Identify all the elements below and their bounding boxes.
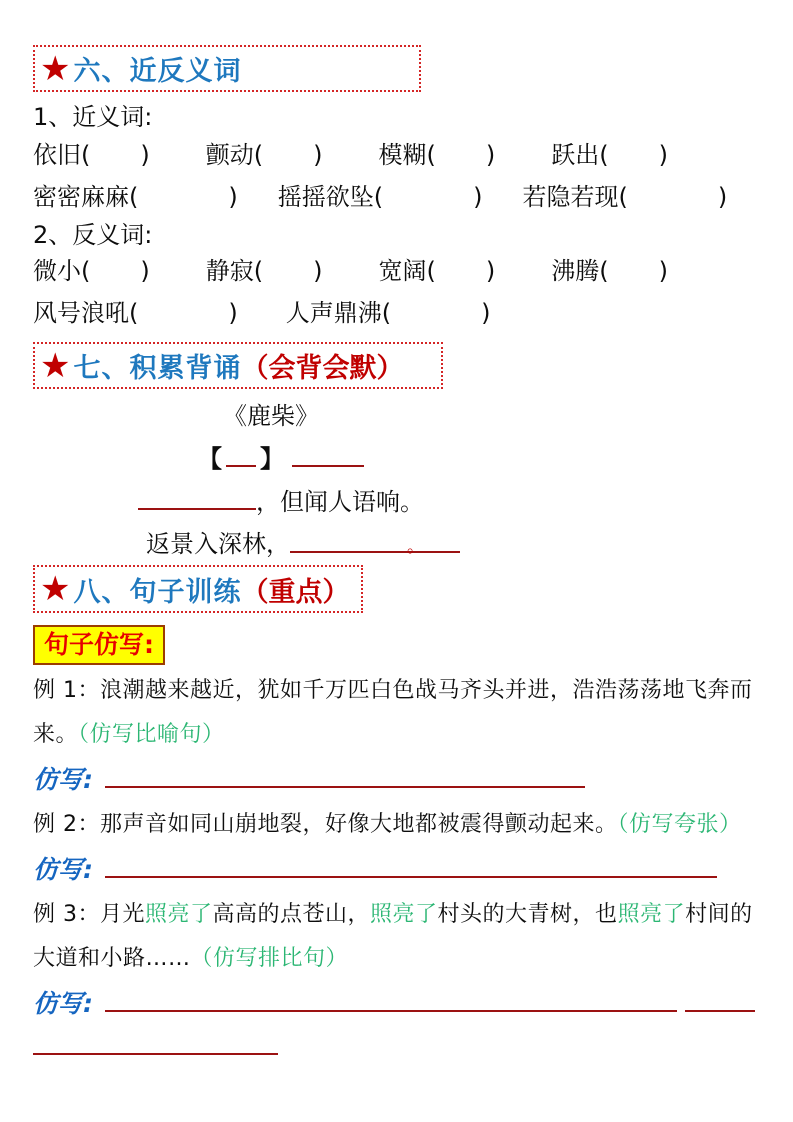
word-label: 摇摇欲坠 xyxy=(277,183,374,211)
paren-close: ) xyxy=(485,257,496,285)
section-8-subtitle: （重点） xyxy=(241,576,350,608)
word-label: 若隐若现 xyxy=(522,183,619,211)
word-blank-item xyxy=(33,298,238,328)
word-label: 人声鼎沸 xyxy=(285,299,382,327)
word-blank-item xyxy=(206,140,323,170)
paren-close: ) xyxy=(140,257,150,285)
section-7-title: 七、积累背诵 xyxy=(73,353,242,384)
synonym-sublabel: 1、近义词: xyxy=(33,103,153,131)
word-label: 颤动 xyxy=(205,141,254,169)
example-3-text: 高高的点苍山， xyxy=(212,902,371,927)
writing-blank-continuation xyxy=(33,1053,278,1055)
word-label: 静寂 xyxy=(205,257,254,285)
poem-author-line xyxy=(198,443,768,474)
bracket-open: 【 xyxy=(198,445,222,473)
antonym-word-row xyxy=(33,256,768,286)
paren-close: ) xyxy=(140,141,150,169)
example-3-hint: （仿写排比句） xyxy=(190,946,349,971)
example-3-highlight: 照亮了 xyxy=(145,902,213,927)
word-label: 模糊 xyxy=(378,141,427,169)
paren-open: ( xyxy=(129,183,139,211)
author-blank xyxy=(292,443,364,467)
verse-text: ，但闻人语响。 xyxy=(256,488,424,516)
imitation-line-2 xyxy=(33,847,768,893)
example-2-text: 例 2：那声音如同山崩地裂，好像大地都被震得颤动起来。 xyxy=(33,812,618,837)
word-blank-item xyxy=(33,140,150,170)
paren-close: ) xyxy=(717,183,728,211)
example-1-hint: （仿写比喻句） xyxy=(78,722,225,747)
word-label: 沸腾 xyxy=(551,257,600,285)
word-blank-item xyxy=(523,182,728,212)
paren-open: ( xyxy=(381,299,392,327)
paren-open: ( xyxy=(81,257,91,285)
section-6-title: 六、近反义词 xyxy=(73,56,242,87)
poem-block xyxy=(138,401,768,559)
section-8-header-box xyxy=(33,565,363,613)
word-blank-item xyxy=(286,298,491,328)
star-icon: ★ xyxy=(40,48,71,89)
paren-open: ( xyxy=(81,141,91,169)
poem-line-2 xyxy=(138,486,768,517)
antonym-idiom-row xyxy=(33,298,768,328)
paren-close: ) xyxy=(658,257,668,285)
section-7-header-box xyxy=(33,342,443,389)
word-label: 依旧 xyxy=(33,141,81,169)
imitation-label: 仿写: xyxy=(33,989,93,1018)
word-blank-item xyxy=(379,140,496,170)
imitation-label: 仿写: xyxy=(33,765,93,794)
writing-blank xyxy=(685,987,755,1012)
paren-open: ( xyxy=(373,183,384,211)
writing-blank xyxy=(105,853,717,878)
example-2 xyxy=(33,803,768,847)
antonym-sublabel: 2、反义词: xyxy=(33,221,153,249)
verse-blank xyxy=(138,486,256,510)
section-7-subtitle: （会背会默） xyxy=(241,353,404,384)
example-1 xyxy=(33,669,768,757)
paren-close: ) xyxy=(658,141,668,169)
word-blank-item xyxy=(551,256,668,286)
imitation-line-3 xyxy=(33,981,768,1027)
paren-open: ( xyxy=(426,257,436,285)
example-3-text: 村头的大青树，也 xyxy=(437,902,618,927)
paren-open: ( xyxy=(129,299,139,327)
sentence-imitation-label: 句子仿写: xyxy=(33,625,165,665)
word-label: 密密麻麻 xyxy=(33,183,129,211)
paren-close: ) xyxy=(313,141,323,169)
word-blank-item xyxy=(379,256,496,286)
poem-line-3 xyxy=(146,529,768,559)
synonym-word-row xyxy=(33,140,768,170)
example-3-text: 例 3：月光 xyxy=(33,902,145,927)
star-icon: ★ xyxy=(40,345,71,386)
word-label: 微小 xyxy=(33,257,81,285)
paren-close: ) xyxy=(473,183,483,211)
example-2-hint: （仿写夸张） xyxy=(617,812,742,837)
paren-open: ( xyxy=(253,257,264,285)
paren-close: ) xyxy=(481,299,491,327)
word-blank-item xyxy=(551,140,668,170)
paren-open: ( xyxy=(253,141,264,169)
writing-blank xyxy=(105,987,677,1012)
word-label: 风号浪吼 xyxy=(33,299,129,327)
paren-open: ( xyxy=(618,183,628,211)
verse-text: 返景入深林， xyxy=(146,530,290,558)
paren-open: ( xyxy=(599,257,609,285)
example-3 xyxy=(33,893,768,981)
imitation-line-1 xyxy=(33,757,768,803)
word-label: 宽阔 xyxy=(378,257,427,285)
period-mark: 。 xyxy=(407,537,424,557)
verse-blank xyxy=(290,529,460,557)
paren-close: ) xyxy=(228,299,238,327)
example-3-highlight: 照亮了 xyxy=(370,902,438,927)
word-blank-item xyxy=(206,256,323,286)
word-label: 跃出 xyxy=(551,141,600,169)
imitation-label: 仿写: xyxy=(33,855,93,884)
star-icon: ★ xyxy=(40,569,71,609)
paren-close: ) xyxy=(228,183,238,211)
paren-open: ( xyxy=(426,141,436,169)
poem-title: 《鹿柴》 xyxy=(223,402,319,430)
example-3-text: 村间的大道和小路…… xyxy=(33,902,753,971)
example-1-text: 例 1：浪潮越来越近，犹如千万匹白色战马齐头并进，浩浩荡荡地飞奔而来。 xyxy=(33,678,753,747)
paren-close: ) xyxy=(485,141,496,169)
word-blank-item xyxy=(33,182,238,212)
word-blank-item xyxy=(33,256,150,286)
section-8-title: 八、句子训练 xyxy=(73,576,242,608)
dynasty-blank xyxy=(226,443,256,467)
paren-open: ( xyxy=(599,141,609,169)
synonym-idiom-row xyxy=(33,182,768,212)
bracket-close: 】 xyxy=(260,445,284,473)
writing-blank xyxy=(105,763,585,788)
word-blank-item xyxy=(278,182,483,212)
paren-close: ) xyxy=(313,257,323,285)
section-6-header-box xyxy=(33,45,421,92)
example-3-highlight: 照亮了 xyxy=(617,902,686,927)
